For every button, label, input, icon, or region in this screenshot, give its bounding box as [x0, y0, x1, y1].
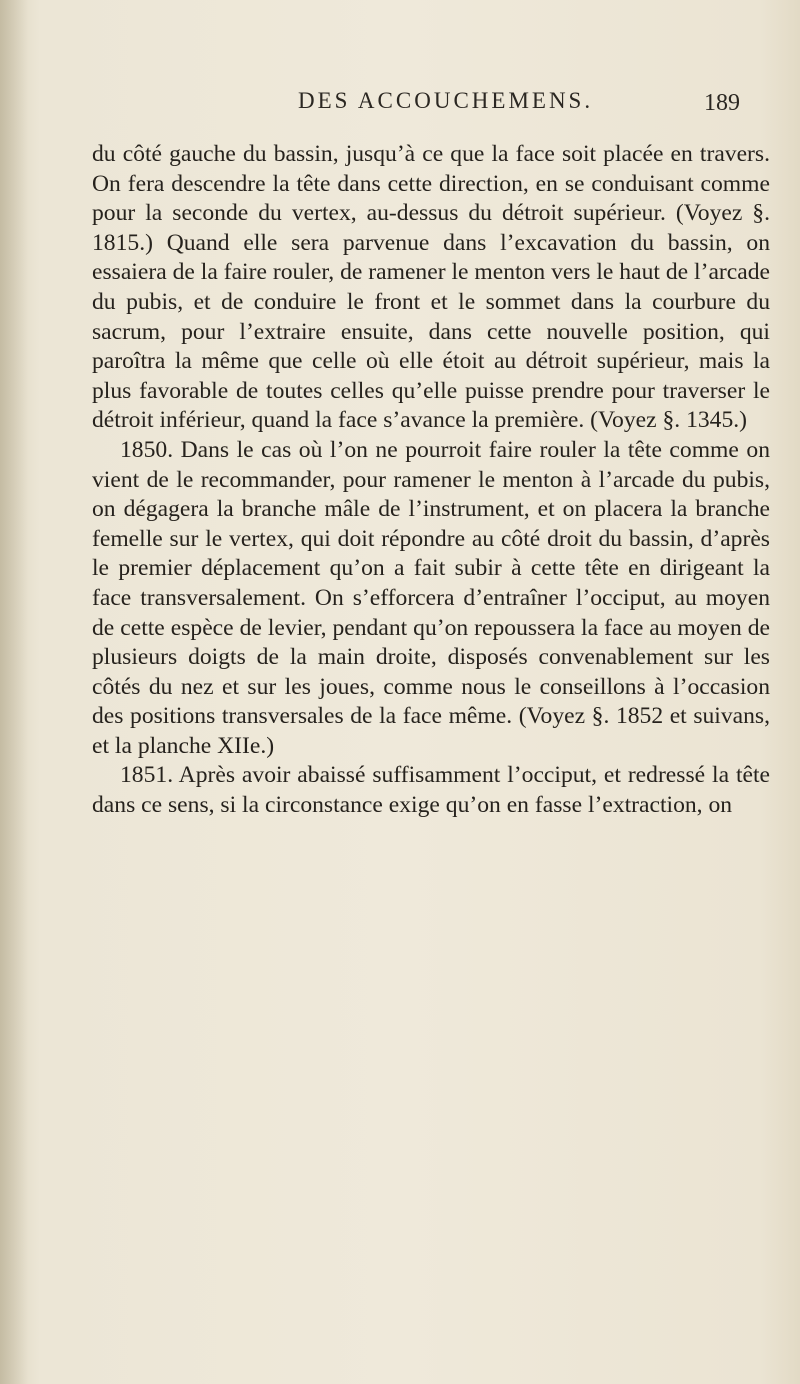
body-text — [92, 140, 770, 821]
paragraph-continued: du côté gauche du bassin, jusqu’à ce que la face soit placée en travers. On fera descendre la tête dans cette direction, en se conduisant comme pour la seconde du vertex, au-dessus du détroit supérieur. (Voyez §. 1815.) Quand elle sera parvenue dans l’excavation du bassin, on essaiera de la faire rouler, de ramener le menton vers le haut de l’arcade du pubis, et de conduire le front et le sommet dans la courbure du sacrum, pour l’extraire ensuite, dans cette nouvelle position, qui paroîtra la même que celle où elle étoit au détroit supérieur, mais la plus favorable de toutes celles qu’elle puisse prendre pour traverser le détroit inférieur, quand la face s’avance la première. (Voyez §. 1345.) — [92, 141, 770, 434]
page-gutter-shadow — [0, 0, 28, 1384]
running-title: DES ACCOUCHEMENS. — [298, 88, 594, 113]
running-head — [0, 88, 800, 128]
paragraph-1850: 1850. Dans le cas où l’on ne pourroit faire rouler la tête comme on vient de le recommander, pour ramener le menton à l’arcade du pubis, on dégagera la branche mâle de l’instrument, et on placera la branche femelle sur le vertex, qui doit répondre au côté droit du bassin, d’après le premier déplacement qu’on a fait subir à cette tête en dirigeant la face transversalement. On s’efforcera d’entraîner l’occiput, au moyen de cette espèce de levier, pendant qu’on repoussera la face au moyen de plusieurs doigts de la main droite, disposés convenablement sur les côtés du nez et sur les joues, comme nous le conseillons à l’occasion des positions transversales de la face même. (Voyez §. 1852 et suivans, et la planche XIIe.) — [92, 436, 770, 759]
page-number: 189 — [704, 90, 740, 116]
paragraph-1851: 1851. Après avoir abaissé suffisamment l’occiput, et redressé la tête dans ce sens, si la circonstance exige qu’on en fasse l’extraction, on — [92, 762, 770, 819]
